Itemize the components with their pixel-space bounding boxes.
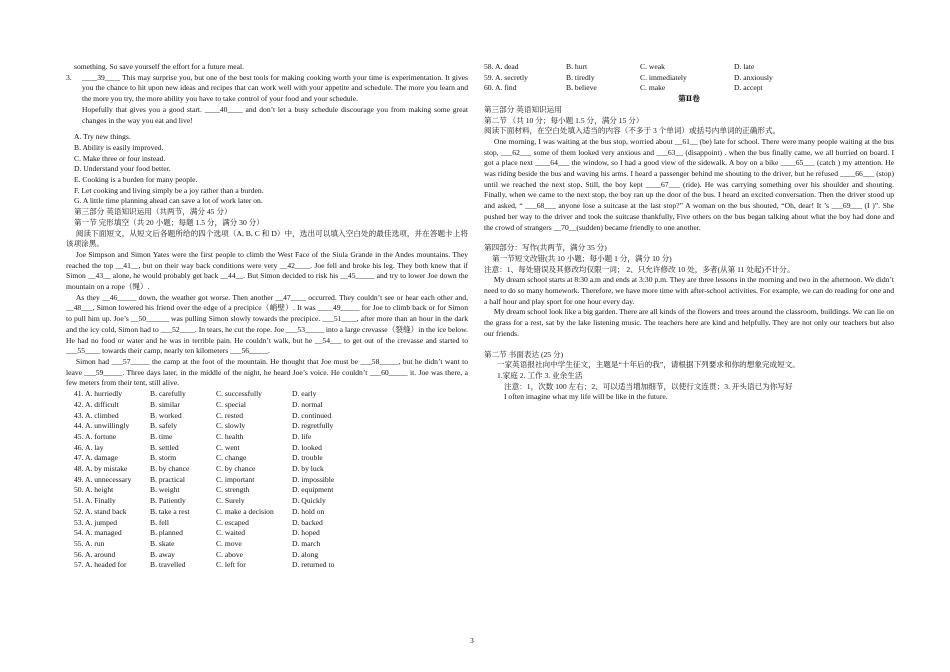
choice-item: E. Cooking is a burden for many people. (74, 175, 198, 185)
option-row: 41. A. hurriedly B. carefully C. successfully D. early (74, 389, 317, 399)
cloze-instructions: 阅读下面短文，从短文后各题所给的四个选项（A, B, C 和 D）中，选出可以填入空白处的最佳选项，并在答题卡上将该项涂黑。 (66, 228, 468, 249)
item-3-closing: Hopefully that gives you a good start. ____40____ and don’t let a busy schedule discourage you from making some great changes in the way you eat and live! (82, 104, 468, 125)
choice-list (66, 132, 468, 207)
part3-heading: 第三部分 英语知识运用（共两节，满分 45 分） (74, 207, 232, 217)
choice-item: D. Understand your food better. (74, 164, 171, 174)
part3-heading: 第三部分 英语知识运用 (484, 104, 562, 114)
option-row: 52. A. stand back B. take a rest C. make a decision D. hold on (74, 506, 325, 516)
option-row: 58. A. dead B. hurt C. weak D. late (484, 62, 755, 71)
cloze-options (66, 389, 468, 571)
writing-prompt: 一家英语报社向中学生征文，主题是“十年后的我”，请根据下列要求和你的想象完成短文。 (497, 360, 800, 370)
part4-heading: 第四部分：写作(共两节，满分 35 分) (484, 243, 607, 253)
writing-opening: I often imagine what my life will be like in the future. (504, 392, 668, 402)
right-column (484, 62, 894, 403)
option-row: 43. A. climbed B. worked C. rested D. continued (74, 410, 332, 420)
option-row: 46. A. lay B. settled C. went D. looked (74, 442, 322, 452)
error-correction-paragraph: My dream school look like a big garden. There are all kinds of the flowers and trees around the classroom, buildings. We can lie on the grass for a rest, sat by the lake listening music. The teachers here are kind and helpfully. They are not only our teachers but also our friends. (484, 307, 894, 338)
item-3-text: ____39____ This may surprise you, but one of the best tools for making cooking worth your time is experimentation. It gives you the chance to hit upon new ideas and recipes that can work well with your appetite and schedule. The more you learn and the more you try, the more ability you have to take control of your food and your schedule. (82, 72, 468, 104)
item-number: 3. (66, 72, 72, 82)
reading-tail: something. So save yourself the effort for a future meal. (74, 62, 245, 71)
option-row: 48. A. by mistake B. by chance C. by chance D. by luck (74, 464, 324, 474)
option-row: 57. A. headed for B. travelled C. left for D. returned to (74, 560, 335, 570)
cloze-options-continued (484, 62, 894, 94)
error-correction-heading: 第一节短文改错(共 10 小题；每小题 1 分，满分 10 分) (492, 253, 672, 263)
option-row: 53. A. jumped B. fell C. escaped D. backed (74, 517, 323, 527)
choice-item: B. Ability is easily improved. (74, 142, 164, 152)
option-row: 50. A. height B. weight C. strength D. equipment (74, 485, 334, 495)
choice-item: A. Try new things. (74, 132, 131, 142)
option-row: 45. A. fortune B. time C. health D. life (74, 431, 312, 441)
cloze-paragraph: Simon had ___57_____ the camp at the foot of the mountain. He thought that Joe must be ___58_____, but he didn’t want to leave ___59_____. Three days later, in the middle of the night, he heard Joe’s voice. He couldn’t ___60_____ it. Joe was there, a few meters from their tent, still alive. (66, 356, 468, 388)
option-row: 56. A. around B. away C. above D. along (74, 549, 319, 559)
writing-points: 1.家庭 2. 工作 3. 业余生活 (497, 370, 583, 380)
writing-heading: 第二节 书面表达 (25 分) (484, 349, 564, 359)
cloze-paragraph: Joe Simpson and Simon Yates were the first people to climb the West Face of the Siula Grande in the Andes mountains. They reached the top __41__, but on their way back conditions were very __42____. Joe fell and broke his leg. They both knew that if Simon __43__ alone, he would probably get back __44__. But Simon decided to risk his __45_____ and try to lower Joe down the mountain on a rope（绳）. (66, 249, 468, 292)
option-row: 47. A. damage B. storm C. change D. trouble (74, 453, 323, 463)
left-column (66, 62, 468, 571)
cloze-paragraph: As they __46_____ down, the weather got worse. Then another __47____ occurred. They couldn’t see or hear each other and, __48___, Simon lowered his friend over the edge of a precipice（峭壁）. It was ____49_____ for Joe to climb back or for Simon to pull him up. Joe’s __50______ was pulling Simon slowly towards the precipice. ___51____, after more than an hour in the dark and the icy cold, Simon had to ___52____. In tears, he cut the rope. Joe ___53_____ into a large crevasse（裂缝）in the ice below. He had no food or water and he was in terrible pain. He couldn’t walk, but he __54___ to get out of the crevasse and started to ___55____ towards their camp, nearly ten kilometers ___56_____. (66, 292, 468, 356)
error-correction-paragraph: My dream school starts at 8:30 a.m and ends at 3:30 p.m. They are three lessons in the morning and two in the afternoon. We didn’t need to do so many homework. Therefore, we have more time with after-school activities. For example, we can do reading for one and a half hour and play sport for one hour every day. (484, 275, 894, 306)
option-row: 49. A. unnecessary B. practical C. important D. impossible (74, 474, 335, 484)
gap-fill-instructions: 阅读下面材料，在空白处填入适当的内容（不多于 3 个单词）或括号内单词的正确形式。 (484, 126, 781, 136)
choice-item: C. Make three or four instead. (74, 153, 166, 163)
choice-item: F. Let cooking and living simply be a joy rather than a burden. (74, 185, 264, 195)
option-row: 59. A. secretly B. tiredly C. immediately D. anxiously (484, 72, 773, 82)
option-row: 44. A. unwillingly B. safely C. slowly D. regretfully (74, 421, 334, 431)
section2-heading: 第二节 （共 10 分；每小题 1.5 分，满分 15 分） (484, 115, 644, 125)
page-number: 3 (470, 636, 474, 645)
section1-heading: 第一节 完形填空（共 20 小题；每题 1.5 分，满分 30 分） (74, 217, 264, 227)
option-row: 54. A. managed B. planned C. waited D. hoped (74, 528, 320, 538)
gap-fill-passage: One morning, I was waiting at the bus stop, worried about __61__ (be) late for school. There were many people waiting at the bus stop, ___62___ some of them looked very anxious and ___63__ (disappoint) . when the bus finally came, we all hurried on board. I got a place next ____64___ the window, so I had a good view of the sidewalk. A boy on a bike ____65___ (catch ) my attention. He was riding beside the bus and waving his arms. I heard a passenger behind me shouting to the driver, but he refused ____66___ (stop) until we reached the next stop. Still, the boy kept ____67___ (ride). He was carrying something over his shoulder and shouting. Finally, when we came to the next stop, the boy ran up the door of the bus. I heard an excited conversation. Then the driver stood up and asked, “ ___68___ anyone lose a suitcase at the last stop?” A woman on the bus shouted, “Oh, dear! It ’s ___69___ (I )”. She pushed her way to the driver and took the suitcase thankfully, Five others on the bus began talking about what the boy had done and the crowd of strangers __70__(sudden) became friendly to one another. (484, 136, 894, 232)
option-row: 60. A. find B. believe C. make D. accept (484, 83, 763, 93)
item-3 (66, 73, 468, 105)
option-row: 42. A. difficult B. similar C. special D. normal (74, 399, 323, 409)
volume-2-heading: 第Ⅱ卷 (678, 94, 700, 104)
choice-item: G. A little time planning ahead can save a lot of work later on. (74, 196, 263, 206)
writing-notes: 注意：1，次数 100 左右；2、可以适当增加细节，以使行文连贯；3. 开头语已为你写好 (504, 381, 793, 391)
option-row: 55. A. run B. skate C. move D. march (74, 538, 321, 548)
option-row: 51. A. Finally B. Patiently C. Surely D. Quickly (74, 496, 326, 506)
error-correction-note: 注意：1、每处错误及其修改均仅限一词； 2、只允许修改 10 处，多者(从第 11 处起)不计分。 (484, 264, 795, 274)
